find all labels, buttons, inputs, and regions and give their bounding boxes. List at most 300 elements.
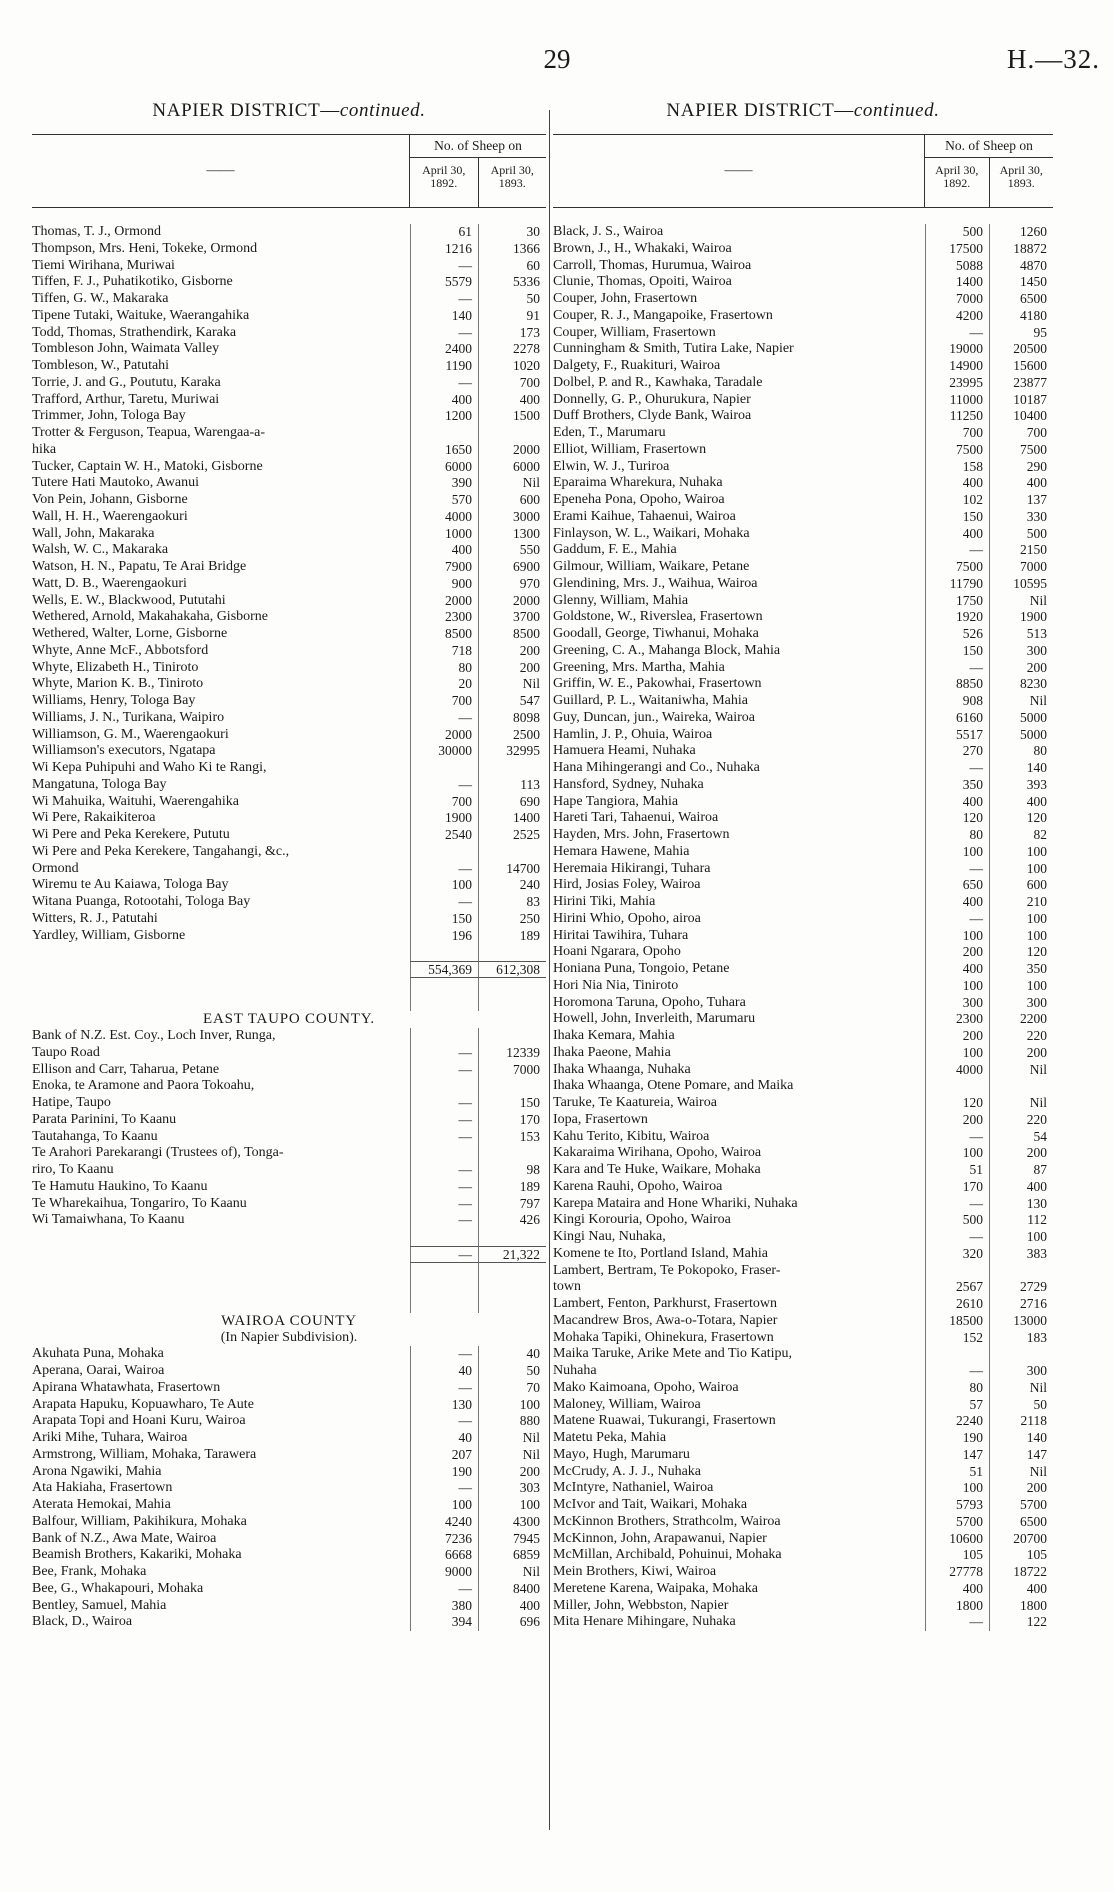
owner-name: Wall, John, Makaraka	[32, 525, 155, 541]
owner-name: Hoani Ngarara, Opoho	[553, 944, 681, 960]
sheep-1892: —	[410, 1480, 478, 1497]
owner-name: Bank of N.Z., Awa Mate, Wairoa	[32, 1530, 217, 1546]
owner-name: Karepa Mataira and Hone Whariki, Nuhaka	[553, 1195, 798, 1211]
owner-name: Tiemi Wirihana, Muriwai	[32, 257, 175, 273]
owner-name: Hemara Hawene, Mahia	[553, 843, 690, 859]
sheep-1892: 2300	[925, 1011, 989, 1028]
sheep-1893: 100	[478, 1397, 546, 1414]
sheep-1892: 7500	[925, 559, 989, 576]
sheep-1893: 5000	[989, 710, 1053, 727]
sheep-1892: 500	[925, 1212, 989, 1229]
sheep-1892: 1920	[925, 609, 989, 626]
owner-name: Hansford, Sydney, Nuhaka	[553, 776, 704, 792]
table-row	[32, 1212, 546, 1229]
owner-name: McMillan, Archibald, Pohuinui, Mohaka	[553, 1547, 782, 1563]
owner-name: Ariki Mihe, Tuhara, Wairoa	[32, 1430, 188, 1445]
sheep-1893	[478, 1279, 546, 1296]
sheep-1893: 1450	[989, 274, 1053, 291]
sheep-1892: 61	[410, 224, 478, 241]
table-row	[553, 1296, 1053, 1313]
table-row	[32, 1464, 546, 1481]
owner-name: Couper, William, Frasertown	[553, 324, 716, 340]
sheep-1893: 612,308	[478, 961, 546, 978]
table-row	[553, 1129, 1053, 1146]
table-row	[553, 341, 1053, 358]
right-column-title	[553, 96, 1053, 134]
owner-name: Te Wharekaihua, Tongariro, To Kaanu	[32, 1195, 247, 1211]
owner-name: Honiana Puna, Tongoio, Petane	[553, 961, 730, 976]
table-row	[553, 1598, 1053, 1615]
sheep-1893: 4300	[478, 1514, 546, 1531]
owner-name: Mangatuna, Tologa Bay	[32, 776, 167, 792]
sheep-1893: Nil	[989, 1095, 1053, 1112]
sheep-1892	[410, 1229, 478, 1246]
sheep-1893: 20500	[989, 341, 1053, 358]
sheep-1892: 400	[925, 961, 989, 978]
owner-name: town	[553, 1279, 581, 1295]
sheep-1893: 147	[989, 1447, 1053, 1464]
table-row	[553, 978, 1053, 995]
sheep-1892: 9000	[410, 1564, 478, 1581]
sheep-1893	[478, 1229, 546, 1246]
owner-name: Mein Brothers, Kiwi, Wairoa	[553, 1564, 717, 1579]
owner-name: Duff Brothers, Clyde Bank, Wairoa	[553, 408, 752, 424]
owner-name: Tipene Tutaki, Waituke, Waerangahika	[32, 307, 250, 323]
sheep-1893: 350	[989, 961, 1053, 978]
table-row	[32, 492, 546, 509]
owner-name: Balfour, William, Pakihikura, Mohaka	[32, 1513, 247, 1529]
owner-name: Carroll, Thomas, Hurumua, Wairoa	[553, 257, 752, 273]
sheep-1893: 547	[478, 693, 546, 710]
sheep-1892: —	[410, 1179, 478, 1196]
sheep-1892	[410, 1145, 478, 1162]
sheep-1893: 797	[478, 1196, 546, 1213]
sheep-1892	[410, 995, 478, 1012]
right-header-1893: April 30, 1893.	[989, 158, 1054, 207]
sheep-1892	[410, 760, 478, 777]
table-row	[32, 392, 546, 409]
sheep-1893: Nil	[478, 676, 546, 693]
sheep-1893	[478, 1078, 546, 1095]
sheep-1893: 1400	[478, 810, 546, 827]
sheep-1893: 170	[478, 1112, 546, 1129]
sheep-1893: 8098	[478, 710, 546, 727]
owner-name: Mohaka Tapiki, Ohinekura, Frasertown	[553, 1329, 774, 1345]
table-row	[553, 291, 1053, 308]
owner-name: Meretene Karena, Waipaka, Mohaka	[553, 1580, 759, 1596]
owner-name: Goodall, George, Tiwhanui, Mohaka	[553, 626, 759, 641]
owner-name: Erami Kaihue, Tahaenui, Wairoa	[553, 508, 736, 524]
sheep-1892: 8850	[925, 676, 989, 693]
sheep-1893: 970	[478, 576, 546, 593]
heading-text: EAST TAUPO COUNTY.	[203, 1011, 375, 1028]
owner-name: Wi Tamaiwhana, To Kaanu	[32, 1212, 185, 1228]
table-row	[32, 1145, 546, 1162]
sheep-1892: 27778	[925, 1564, 989, 1581]
table-row	[32, 777, 546, 794]
sheep-1893: 70	[478, 1380, 546, 1397]
owner-name: Brown, J., H., Whakaki, Wairoa	[553, 240, 732, 256]
sheep-1893: 400	[478, 1598, 546, 1615]
table-row	[553, 609, 1053, 626]
sheep-1893: 3000	[478, 509, 546, 526]
sheep-1892: 30000	[410, 743, 478, 760]
owner-name: Trimmer, John, Tologa Bay	[32, 408, 186, 424]
owner-name: hika	[32, 441, 57, 457]
sheep-1893: 7000	[989, 559, 1053, 576]
owner-name: Eden, T., Marumaru	[553, 425, 666, 440]
owner-name: Kingi Korouria, Opoho, Wairoa	[553, 1212, 731, 1228]
table-row	[553, 375, 1053, 392]
sheep-1893: 1900	[989, 609, 1053, 626]
left-table-header	[32, 134, 546, 208]
sheep-1893: 189	[478, 1179, 546, 1196]
owner-name: Wethered, Walter, Lorne, Gisborne	[32, 626, 228, 641]
sheep-1893: 8230	[989, 676, 1053, 693]
sheep-1892: 11790	[925, 576, 989, 593]
table-row	[553, 576, 1053, 593]
sheep-1892: 102	[925, 492, 989, 509]
sheep-1892: 1216	[410, 241, 478, 258]
sheep-1893: 513	[989, 626, 1053, 643]
table-row	[32, 877, 546, 894]
table-row	[32, 475, 546, 492]
owner-name: Wall, H. H., Waerengaokuri	[32, 508, 188, 524]
table-row	[553, 1464, 1053, 1481]
table-row	[32, 676, 546, 693]
sheep-1893: 100	[989, 1229, 1053, 1246]
sheep-1892: 2540	[410, 827, 478, 844]
sheep-1892: 4240	[410, 1514, 478, 1531]
sheep-1892: 200	[925, 1112, 989, 1129]
sheep-1893: 50	[478, 1363, 546, 1380]
sheep-1892: 150	[925, 509, 989, 526]
sheep-1893: 6000	[478, 459, 546, 476]
table-row	[32, 1229, 546, 1246]
owner-name: Eparaima Wharekura, Nuhaka	[553, 475, 723, 491]
table-row	[32, 1380, 546, 1397]
owner-name: Cunningham & Smith, Tutira Lake, Napier	[553, 341, 794, 357]
left-title-italic: continued.	[339, 100, 426, 121]
sheep-1893: 4870	[989, 258, 1053, 275]
table-row	[553, 392, 1053, 409]
sheep-1892: —	[410, 861, 478, 878]
owner-name: Mayo, Hugh, Marumaru	[553, 1446, 690, 1462]
sheep-1892: 80	[410, 660, 478, 677]
right-title-main: NAPIER DISTRICT—	[666, 100, 854, 121]
table-row	[32, 425, 546, 442]
sheep-1892: 196	[410, 928, 478, 945]
sheep-1892: 6160	[925, 710, 989, 727]
sheep-1892: 400	[925, 894, 989, 911]
sheep-1893: 120	[989, 944, 1053, 961]
owner-name: Elwin, W. J., Turiroa	[553, 458, 670, 474]
table-row	[32, 241, 546, 258]
table-row	[32, 274, 546, 291]
owner-name: Mako Kaimoana, Opoho, Wairoa	[553, 1379, 739, 1395]
sheep-1893: 100	[989, 861, 1053, 878]
sheep-1892: 6000	[410, 459, 478, 476]
sheep-1893: 173	[478, 325, 546, 342]
owner-name: Hirini Tiki, Mahia	[553, 894, 656, 909]
sheep-1892: —	[410, 325, 478, 342]
sheep-1893: 32995	[478, 743, 546, 760]
sheep-1893	[478, 1296, 546, 1313]
owner-name: Horomona Taruna, Opoho, Tuhara	[553, 994, 746, 1010]
owner-name: Kakaraima Wirihana, Opoho, Wairoa	[553, 1145, 762, 1161]
sheep-1892: 7900	[410, 559, 478, 576]
owner-name: Ihaka Paeone, Mahia	[553, 1044, 671, 1060]
sheep-1892: 320	[925, 1246, 989, 1263]
sheep-1892: 5088	[925, 258, 989, 275]
sheep-1892: 40	[410, 1430, 478, 1447]
sheep-1893: 2525	[478, 827, 546, 844]
table-row	[32, 442, 546, 459]
sheep-1892: 380	[410, 1598, 478, 1615]
table-row	[553, 224, 1053, 241]
owner-name	[32, 1296, 410, 1313]
sheep-1892: 5700	[925, 1514, 989, 1531]
owner-name: Mita Henare Mihingare, Nuhaka	[553, 1614, 736, 1630]
sheep-1893: 1300	[478, 526, 546, 543]
sheep-1892: 100	[925, 978, 989, 995]
owner-name: Bank of N.Z. Est. Coy., Loch Inver, Runga,	[32, 1028, 276, 1043]
sheep-1893: 2150	[989, 542, 1053, 559]
owner-name: Apirana Whatawhata, Frasertown	[32, 1379, 221, 1395]
page-number: 29	[543, 44, 571, 74]
sheep-1892: 5579	[410, 274, 478, 291]
table-row	[553, 710, 1053, 727]
sheep-1893: 210	[989, 894, 1053, 911]
sheep-1893: 200	[989, 660, 1053, 677]
owner-name: Arapata Topi and Hoani Kuru, Wairoa	[32, 1413, 246, 1429]
sheep-1892: 7000	[925, 291, 989, 308]
table-row	[32, 1514, 546, 1531]
table-row	[553, 274, 1053, 291]
sheep-1893: 1500	[478, 408, 546, 425]
owner-name: Macandrew Bros, Awa-o-Totara, Napier	[553, 1312, 778, 1328]
table-row	[553, 308, 1053, 325]
sheep-1892: 390	[410, 475, 478, 492]
sheep-1893: 23877	[989, 375, 1053, 392]
table-row	[553, 844, 1053, 861]
table-row	[32, 643, 546, 660]
table-row	[553, 408, 1053, 425]
sheep-1892: —	[410, 1346, 478, 1363]
table-row	[553, 475, 1053, 492]
sheep-1893: 5336	[478, 274, 546, 291]
sheep-1892: —	[410, 1062, 478, 1079]
owner-name: McIvor and Tait, Waikari, Mohaka	[553, 1497, 748, 1512]
sheep-1893: 690	[478, 794, 546, 811]
sheep-1892: 400	[925, 475, 989, 492]
sheep-1892: 394	[410, 1614, 478, 1631]
sheep-1892: —	[410, 1129, 478, 1146]
left-title-main: NAPIER DISTRICT—	[152, 100, 340, 121]
sheep-1893: Nil	[989, 1464, 1053, 1481]
sheep-1892: 700	[410, 794, 478, 811]
sheep-1893	[478, 760, 546, 777]
sheep-1892: 170	[925, 1179, 989, 1196]
right-header-1892: April 30, 1892.	[935, 163, 979, 190]
sheep-1892: —	[410, 1095, 478, 1112]
sheep-1893: 5000	[989, 727, 1053, 744]
owner-name	[32, 1279, 410, 1296]
owner-name: Hape Tangiora, Mahia	[553, 793, 679, 809]
sheep-1893: Nil	[478, 1430, 546, 1447]
owner-name: Thomas, T. J., Ormond	[32, 224, 161, 239]
sheep-1892: 1900	[410, 810, 478, 827]
sheep-1892: —	[410, 1246, 478, 1263]
table-row	[553, 1497, 1053, 1514]
sheep-1893: 80	[989, 743, 1053, 760]
sheep-1893: 6900	[478, 559, 546, 576]
table-row	[553, 1045, 1053, 1062]
table-row	[553, 492, 1053, 509]
owner-name: Whyte, Anne McF., Abbotsford	[32, 642, 209, 658]
sheep-1893: 696	[478, 1614, 546, 1631]
table-row	[32, 693, 546, 710]
sheep-1892: 11250	[925, 408, 989, 425]
sheep-1892: 100	[925, 1045, 989, 1062]
table-row	[553, 1062, 1053, 1079]
table-row	[32, 308, 546, 325]
table-row	[553, 693, 1053, 710]
sheep-1892	[410, 844, 478, 861]
table-row	[32, 1397, 546, 1414]
owner-name: Tiffen, G. W., Makaraka	[32, 291, 169, 306]
owner-name	[32, 978, 410, 995]
heading-text: WAIROA COUNTY	[221, 1312, 357, 1329]
owner-name: Watt, D. B., Waerengaokuri	[32, 575, 187, 591]
sheep-1892: 908	[925, 693, 989, 710]
sheep-1892: 2300	[410, 609, 478, 626]
sheep-1892: 150	[410, 911, 478, 928]
owner-name: Ormond	[32, 860, 79, 876]
sheep-1893: 7500	[989, 442, 1053, 459]
table-row	[553, 1313, 1053, 1330]
table-row	[553, 995, 1053, 1012]
table-row	[553, 1581, 1053, 1598]
sheep-1893: 400	[989, 475, 1053, 492]
sheep-1893: 10400	[989, 408, 1053, 425]
table-row	[553, 442, 1053, 459]
owner-name: Hori Nia Nia, Tiniroto	[553, 977, 679, 993]
sheep-1892	[410, 978, 478, 995]
sheep-1893: 200	[989, 1145, 1053, 1162]
sheep-1893: 54	[989, 1129, 1053, 1146]
table-row	[32, 593, 546, 610]
owner-name: Wells, E. W., Blackwood, Pututahi	[32, 592, 226, 608]
sheep-1892: 200	[925, 1028, 989, 1045]
table-row	[32, 459, 546, 476]
owner-name: Wi Pere, Rakaikiteroa	[32, 810, 156, 826]
sheep-1892: 400	[925, 1581, 989, 1598]
sheep-1893: 10595	[989, 576, 1053, 593]
left-column	[32, 96, 546, 1631]
table-row	[32, 1095, 546, 1112]
owner-name: Gilmour, William, Waikare, Petane	[553, 559, 750, 574]
table-row	[553, 794, 1053, 811]
sheep-1892: 270	[925, 743, 989, 760]
sheep-1892: 100	[410, 877, 478, 894]
owner-name: McIntyre, Nathaniel, Wairoa	[553, 1480, 714, 1496]
sheep-1892: —	[410, 1196, 478, 1213]
table-row	[32, 542, 546, 559]
sheep-1892: 2610	[925, 1296, 989, 1313]
sheep-1893: 20700	[989, 1531, 1053, 1548]
owner-name: Te Arahori Parekarangi (Trustees of), Tonga-	[32, 1145, 284, 1161]
sheep-1893: 50	[989, 1397, 1053, 1414]
owner-name: Hatipe, Taupo	[32, 1095, 111, 1110]
sheep-1893: 2729	[989, 1279, 1053, 1296]
sheep-1892: 1000	[410, 526, 478, 543]
owner-name: Hirini Whio, Opoho, airoa	[553, 910, 701, 926]
owner-name: Wethered, Arnold, Makahakaha, Gisborne	[32, 609, 269, 625]
owner-name: Ihaka Whaanga, Nuhaka	[553, 1061, 691, 1077]
right-header-group	[924, 135, 1053, 207]
sheep-1892: 570	[410, 492, 478, 509]
sheep-1892: 1800	[925, 1598, 989, 1615]
sheep-1893: 600	[478, 492, 546, 509]
sheep-1892: 8500	[410, 626, 478, 643]
table-row	[553, 944, 1053, 961]
sheep-1893: 2000	[478, 442, 546, 459]
heading-text: (In Napier Subdivision).	[220, 1329, 358, 1345]
owner-name: Epeneha Pona, Opoho, Wairoa	[553, 492, 725, 507]
owner-name: Williams, J. N., Turikana, Waipiro	[32, 709, 225, 725]
owner-name: Tucker, Captain W. H., Matoki, Gisborne	[32, 458, 263, 474]
owner-name: Maloney, William, Wairoa	[553, 1396, 701, 1412]
table-row	[553, 676, 1053, 693]
sheep-1892: 80	[925, 1380, 989, 1397]
owner-name: Gaddum, F. E., Mahia	[553, 542, 677, 558]
table-row	[32, 844, 546, 861]
sheep-1892: —	[925, 542, 989, 559]
table-row	[553, 1564, 1053, 1581]
table-row	[32, 760, 546, 777]
sheep-1892: 2240	[925, 1413, 989, 1430]
sheep-1892: 158	[925, 459, 989, 476]
sheep-1892: —	[410, 1112, 478, 1129]
sheep-1893: 303	[478, 1480, 546, 1497]
table-row	[553, 894, 1053, 911]
owner-name: Armstrong, William, Mohaka, Tarawera	[32, 1446, 257, 1462]
table-row	[553, 358, 1053, 375]
table-row	[553, 1346, 1053, 1363]
owner-name: Torrie, J. and G., Poututu, Karaka	[32, 374, 221, 390]
owner-name: Parata Parinini, To Kaanu	[32, 1111, 177, 1127]
sheep-1893: 1366	[478, 241, 546, 258]
table-row	[553, 542, 1053, 559]
sheep-1893	[478, 1028, 546, 1045]
sheep-1892: 700	[925, 425, 989, 442]
sheep-1892: 10600	[925, 1531, 989, 1548]
sheep-1893: 153	[478, 1129, 546, 1146]
sheep-1893: 200	[478, 660, 546, 677]
table-row	[553, 1078, 1053, 1095]
table-row	[32, 291, 546, 308]
owner-name: Williams, Henry, Tologa Bay	[32, 693, 196, 708]
sheep-1892: 120	[925, 810, 989, 827]
sheep-1893: 10187	[989, 392, 1053, 409]
sheep-1893: 13000	[989, 1313, 1053, 1330]
table-row	[32, 995, 546, 1012]
sheep-1892: —	[925, 1614, 989, 1631]
owner-name: Miller, John, Webbston, Napier	[553, 1597, 729, 1613]
table-row	[553, 1514, 1053, 1531]
table-row	[553, 526, 1053, 543]
